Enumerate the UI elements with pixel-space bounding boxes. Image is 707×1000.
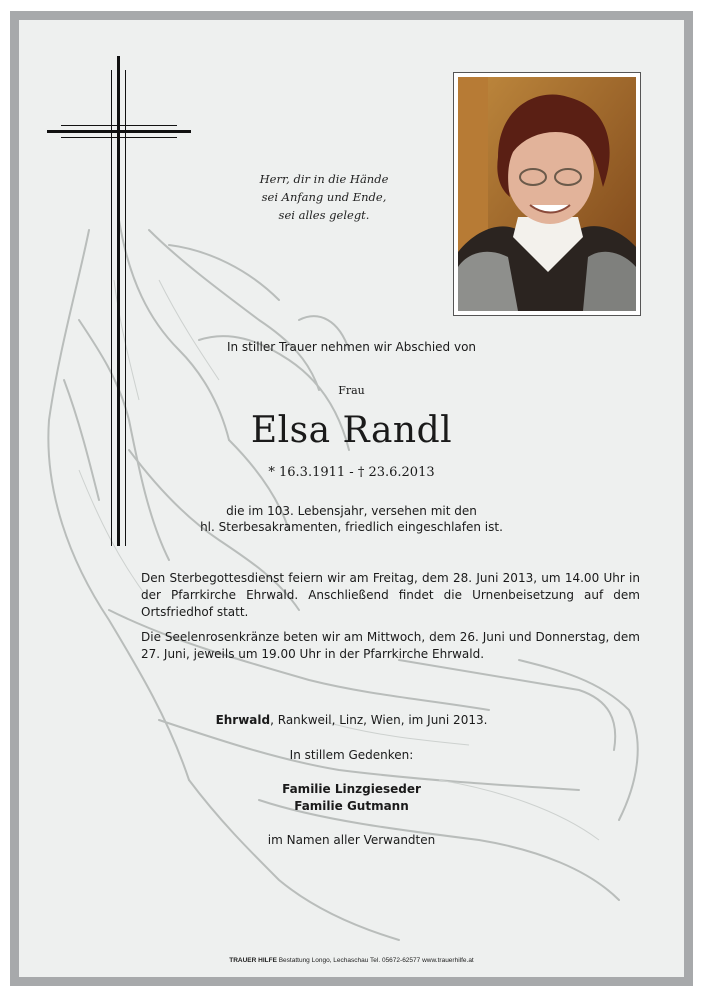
deceased-name: Elsa Randl: [250, 410, 453, 451]
funeral-service-text: Den Sterbegottesdienst feiern wir am Freitag, dem 28. Juni 2013, um 14.00 Uhr in der Pfarrkirche Ehrwald. Anschließend findet die Urnenbeisetzung auf dem Ortsfriedhof statt.: [141, 571, 640, 619]
portrait-photo: [458, 77, 636, 311]
bible-quote: [249, 170, 399, 224]
portrait-frame: [453, 72, 641, 316]
age-line: die im 103. Lebensjahr, versehen mit den: [226, 504, 477, 518]
footer-details: Bestattung Longo, Lechaschau Tel. 05672-62577 www.trauerhilfe.at: [278, 957, 474, 964]
family-name: Familie Gutmann: [294, 799, 409, 813]
footer-brand: TRAUER HILFE: [229, 957, 277, 964]
place-and-date: [19, 713, 684, 727]
relatives-text: im Namen aller Verwandten: [267, 833, 436, 847]
life-dates: * 16.3.1911 - † 23.6.2013: [268, 465, 435, 480]
salutation: Frau: [338, 384, 365, 397]
family-list: [19, 781, 684, 815]
family-name: Familie Linzgieseder: [282, 782, 421, 796]
quote-line: sei alles gelegt.: [278, 208, 370, 222]
footer-credit: [19, 957, 684, 964]
age-line: hl. Sterbesakramenten, friedlich eingeschlafen ist.: [200, 520, 503, 534]
remembrance-text: In stillem Gedenken:: [289, 748, 414, 762]
age-statement: [19, 503, 684, 535]
quote-line: sei Anfang und Ende,: [261, 190, 387, 204]
notice-card: [19, 20, 684, 977]
place-rest: , Rankweil, Linz, Wien, im Juni 2013.: [270, 713, 488, 727]
rosary-text: Die Seelenrosenkränze beten wir am Mittwoch, dem 26. Juni und Donnerstag, dem 27. Juni, jeweils um 19.00 Uhr in der Pfarrkirche Ehrwald.: [141, 630, 640, 661]
quote-line: Herr, dir in die Hände: [259, 172, 389, 186]
intro-text: In stiller Trauer nehmen wir Abschied von: [226, 340, 477, 354]
place-bold: Ehrwald: [215, 713, 271, 727]
